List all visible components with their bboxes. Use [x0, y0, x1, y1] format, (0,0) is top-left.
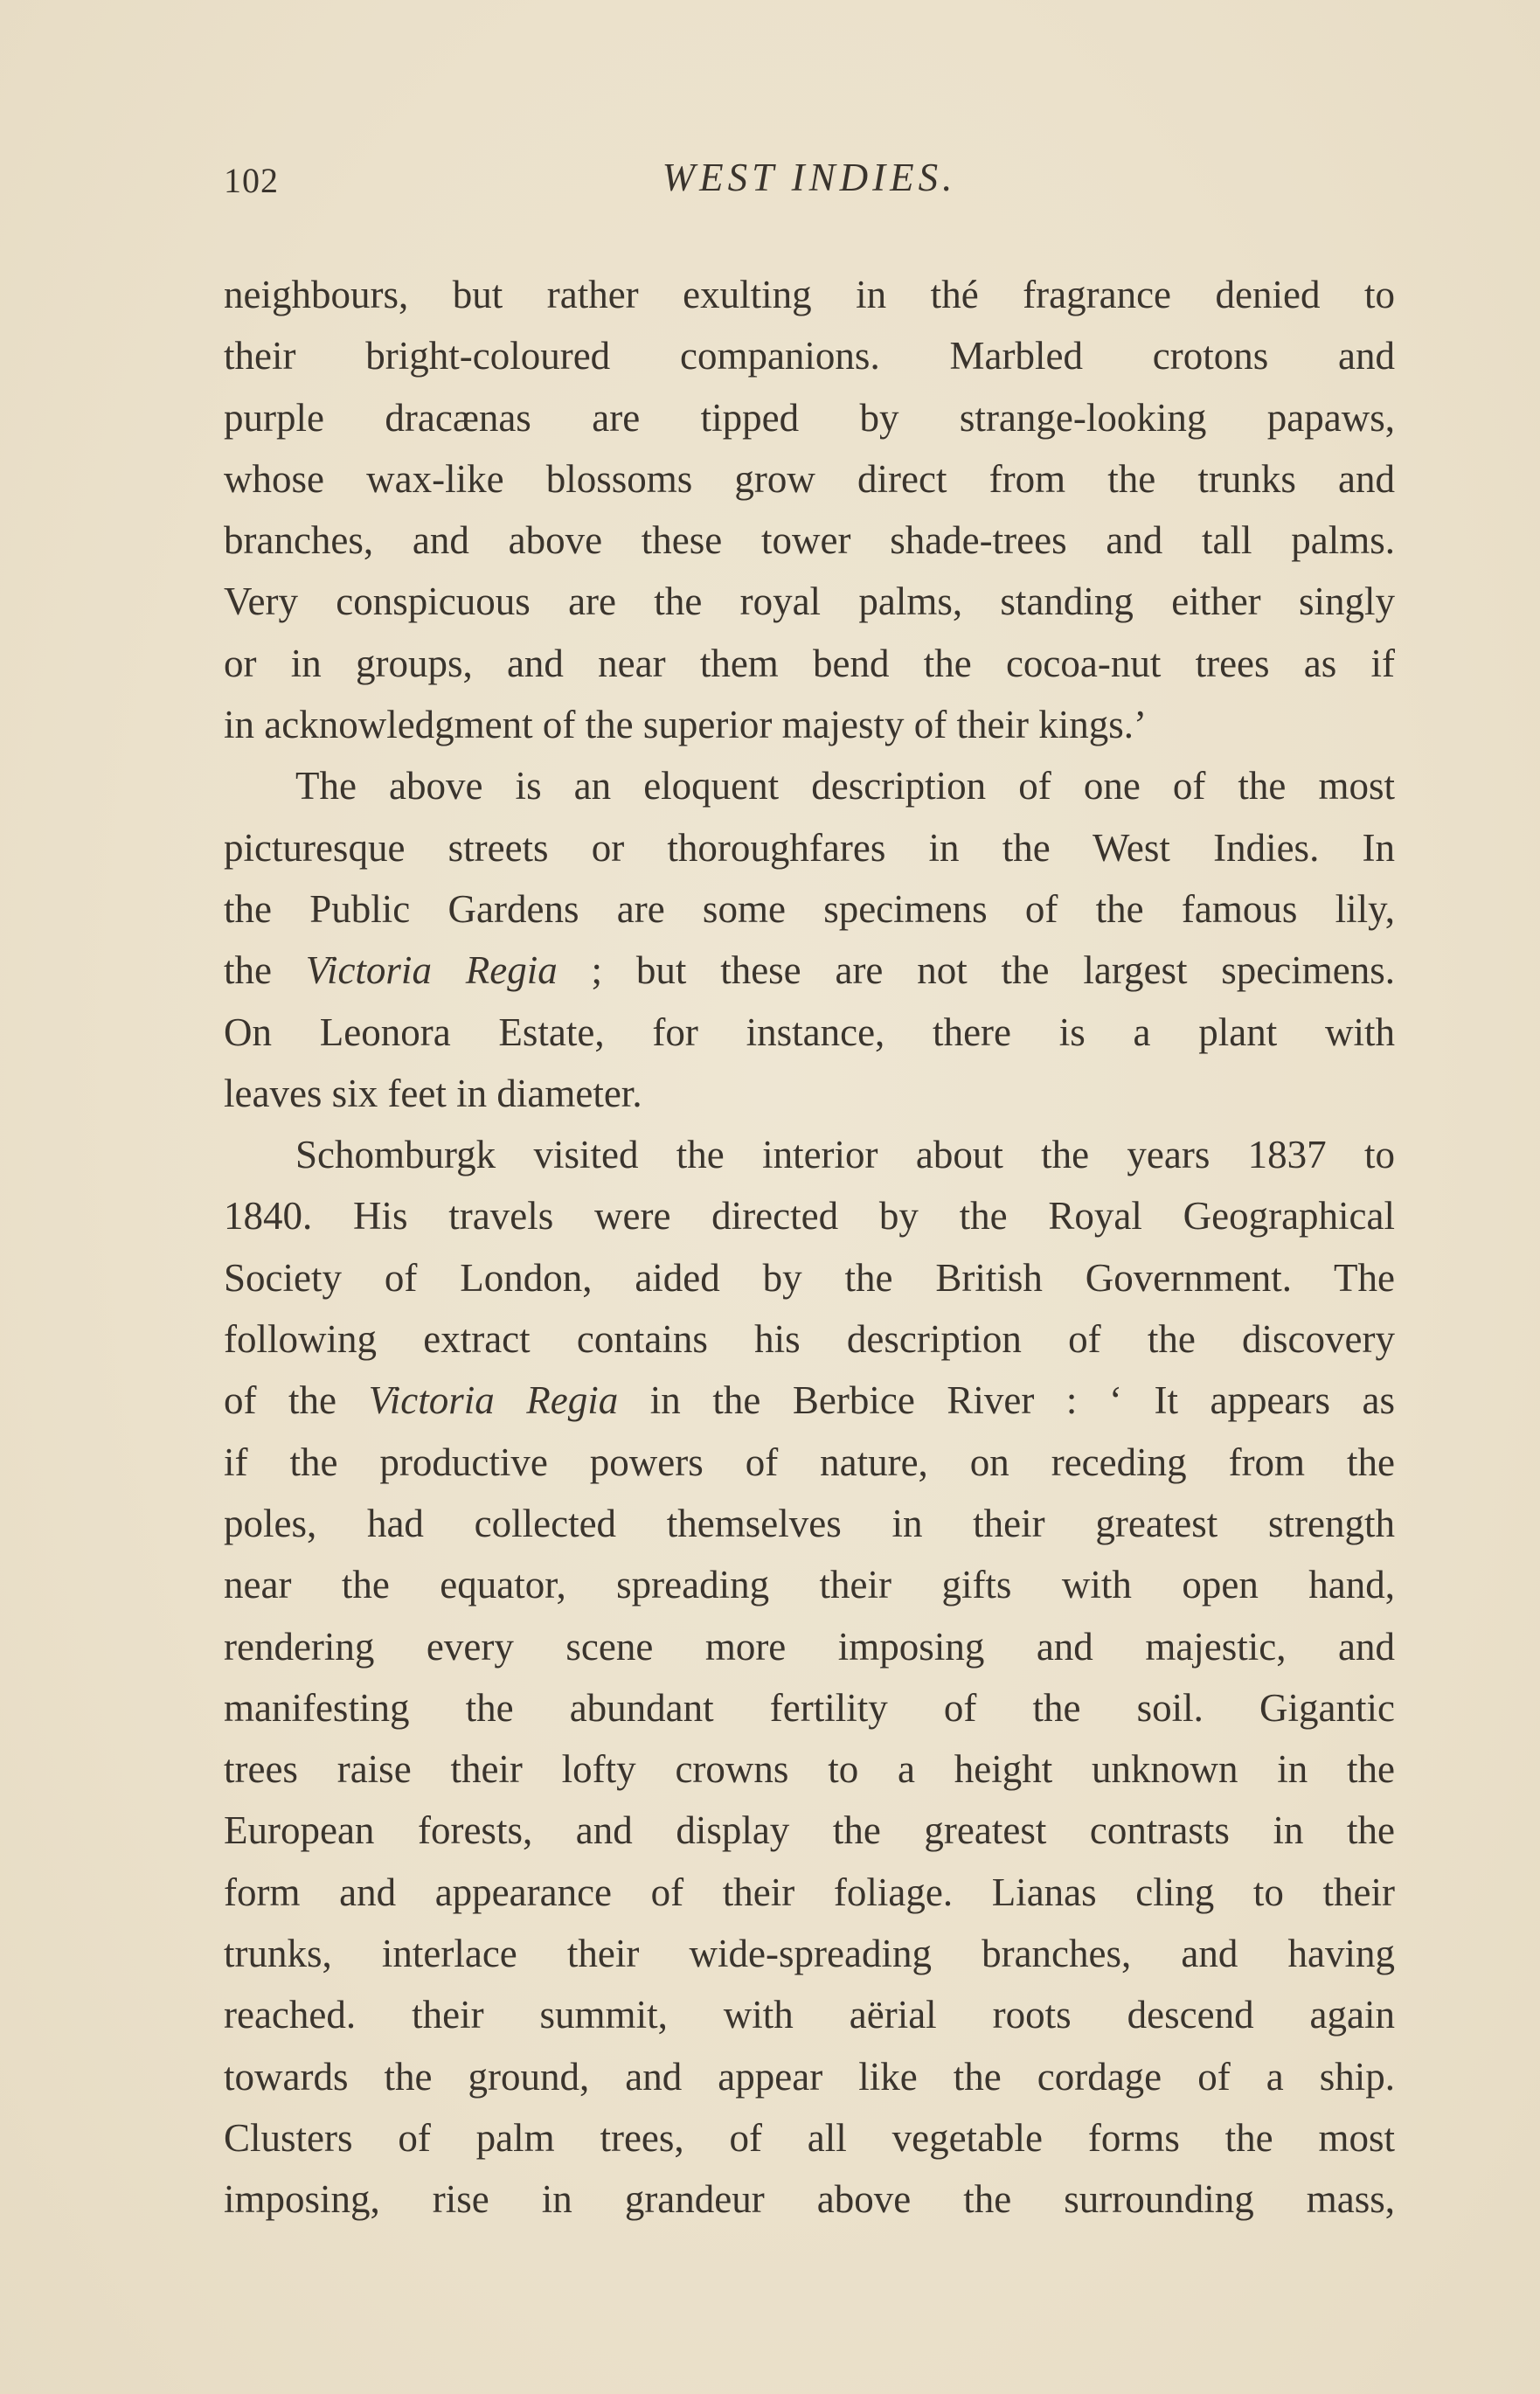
text-line: European forests, and display the greatest contrasts in the [224, 1808, 1395, 1853]
text-line: branches, and above these tower shade-trees and tall palms. [224, 518, 1395, 563]
text-line-before: the [224, 948, 306, 993]
text-line: Schomburgk visited the interior about the years 1837 to [295, 1133, 1395, 1177]
text-line: towards the ground, and appear like the cordage of a ship. [224, 2054, 1395, 2099]
page-header [224, 156, 1395, 212]
text-line: leaves six feet in diameter. [224, 1071, 642, 1115]
text-line: imposing, rise in grandeur above the surrounding mass, [224, 2177, 1395, 2222]
text-line: trees raise their lofty crowns to a height unknown in the [224, 1747, 1395, 1792]
text-line: 1840. His travels were directed by the Royal Geographical [224, 1194, 1395, 1239]
text-line: reached. their summit, with aërial roots descend again [224, 1993, 1395, 2037]
text-line: near the equator, spreading their gifts with open hand, [224, 1563, 1395, 1607]
text-line-after: ; but these are not the largest specimens. [557, 948, 1395, 993]
text-line [224, 940, 1395, 1001]
text-line: purple dracænas are tipped by strange-looking papaws, [224, 395, 1395, 440]
text-line: Clusters of palm trees, of all vegetable forms the most [224, 2115, 1395, 2160]
text-line: On Leonora Estate, for instance, there is a plant with [224, 1010, 1395, 1054]
text-line: poles, had collected themselves in their greatest strength [224, 1501, 1395, 1545]
text-line: if the productive powers of nature, on receding from the [224, 1440, 1395, 1484]
body-text [224, 264, 1395, 2231]
running-title: WEST INDIES. [662, 156, 957, 199]
text-line: the Public Gardens are some specimens of the famous lily, [224, 886, 1395, 931]
text-line: picturesque streets or thoroughfares in the West Indies. In [224, 825, 1395, 870]
italic-title: Victoria Regia [305, 948, 558, 993]
text-line: their bright-coloured companions. Marbled crotons and [224, 334, 1395, 378]
text-line-after: in the Berbice River : ‘ It appears as [618, 1378, 1395, 1423]
text-line: trunks, interlace their wide-spreading branches, and having [224, 1932, 1395, 1976]
text-line: form and appearance of their foliage. Lianas cling to their [224, 1870, 1395, 1914]
page-number: 102 [224, 161, 279, 200]
text-line: following extract contains his description of the discovery [224, 1317, 1395, 1362]
text-line: Society of London, aided by the British Government. The [224, 1255, 1395, 1300]
text-line: neighbours, but rather exulting in thé fragrance denied to [224, 273, 1395, 316]
text-line-before: of the [224, 1378, 369, 1423]
text-line: rendering every scene more imposing and majestic, and [224, 1624, 1395, 1669]
text-line: in acknowledgment of the superior majesty of their kings.’ [224, 703, 1147, 747]
italic-title: Victoria Regia [368, 1378, 619, 1423]
text-line: manifesting the abundant fertility of the soil. Gigantic [224, 1685, 1395, 1730]
text-line: Very conspicuous are the royal palms, standing either singly [224, 579, 1395, 624]
text-line: whose wax-like blossoms grow direct from the trunks and [224, 456, 1395, 501]
text-line: or in groups, and near them bend the cocoa-nut trees as if [224, 641, 1395, 685]
text-line [224, 1370, 1395, 1431]
text-line: The above is an eloquent description of one of the most [295, 764, 1395, 808]
